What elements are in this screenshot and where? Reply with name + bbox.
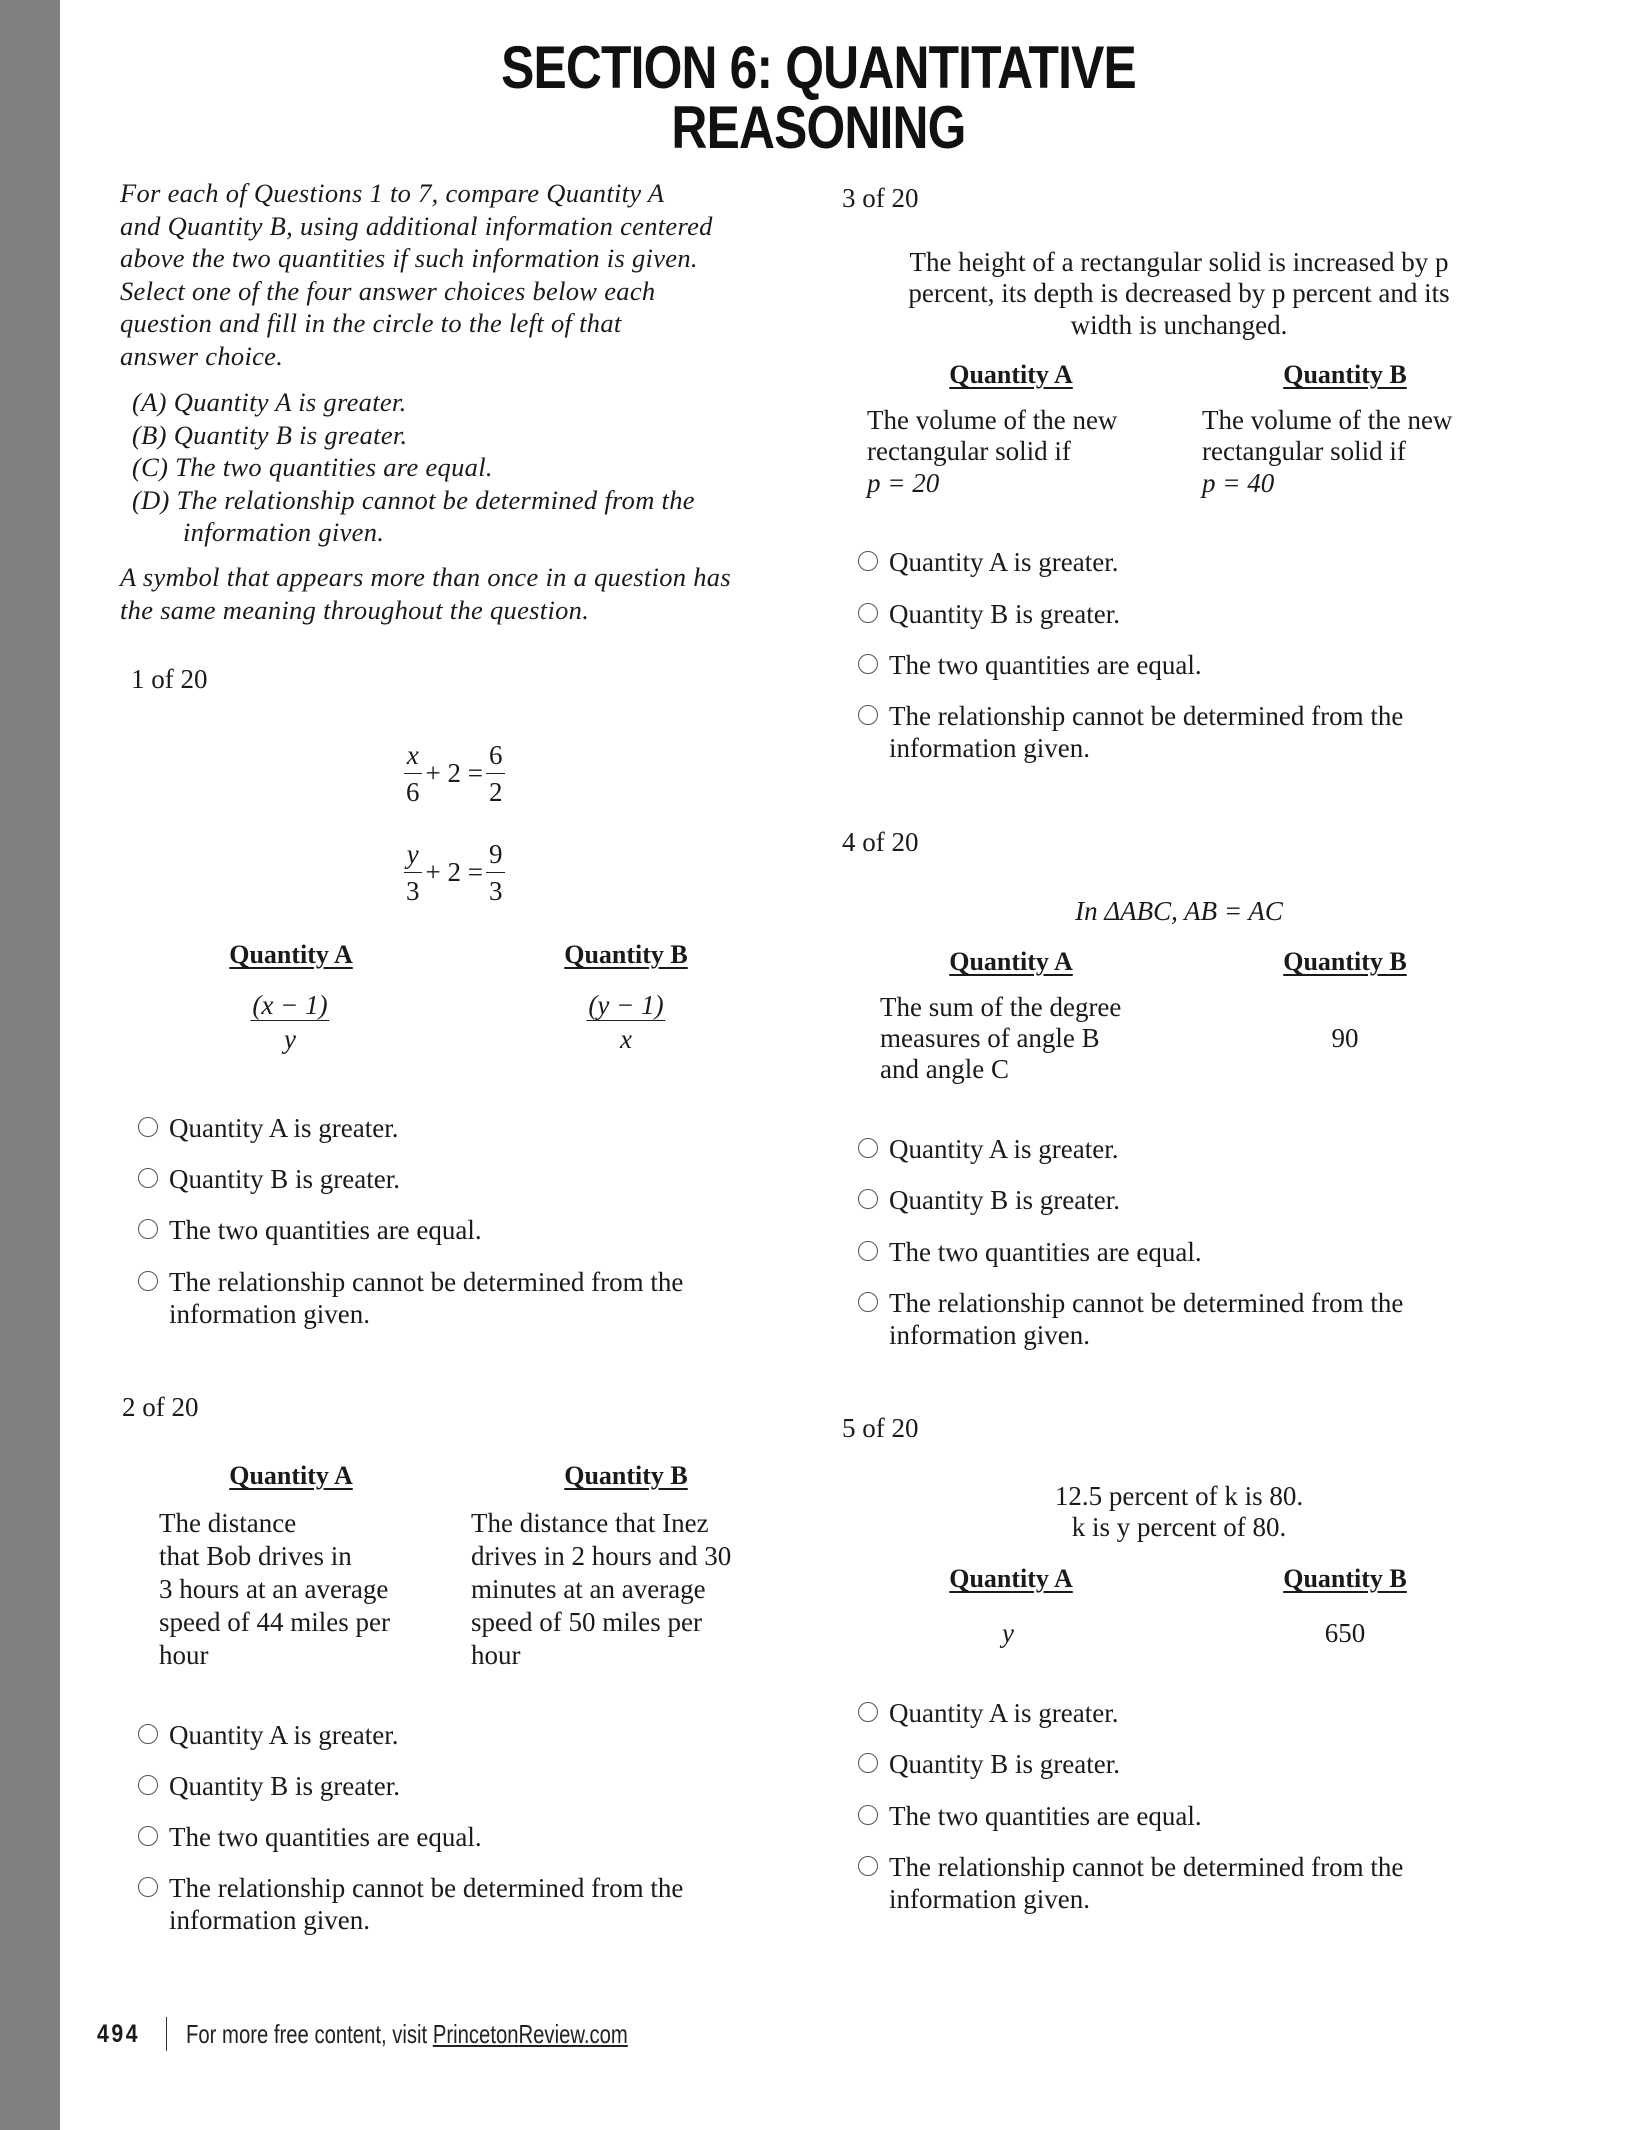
page-edge-bar	[0, 0, 60, 2130]
question-4-choice-c[interactable]: The two quantities are equal.	[858, 1236, 1202, 1268]
question-2-quantity-b-line: minutes at an average	[471, 1574, 706, 1604]
radio-circle-icon[interactable]	[138, 1271, 158, 1291]
question-4-quantity-a-line: and angle C	[880, 1054, 1009, 1084]
question-5-given-line: k is y percent of 80.	[1071, 1512, 1287, 1542]
choice-text: The relationship cannot be determined from the	[176, 484, 695, 515]
instruction-choice-d	[132, 484, 802, 517]
page-footer	[97, 2016, 753, 2052]
question-3-quantity-a-label: Quantity A	[949, 360, 1073, 389]
radio-circle-icon[interactable]	[138, 1877, 158, 1897]
question-5-choice-a[interactable]: Quantity A is greater.	[858, 1697, 1118, 1729]
question-3-choice-d[interactable]: The relationship cannot be determined from the information given.	[858, 700, 1403, 764]
instruction-choice-c	[132, 451, 802, 484]
question-2-quantity-a-line: hour	[159, 1640, 209, 1670]
radio-circle-icon[interactable]	[858, 1189, 878, 1209]
instructions-line: above the two quantities if such information is given.	[120, 243, 698, 273]
radio-circle-icon[interactable]	[858, 654, 878, 674]
instruction-choice-a	[132, 386, 802, 419]
instruction-choice-d-cont: information given.	[183, 517, 385, 547]
choice-letter: (D)	[132, 484, 170, 515]
radio-circle-icon[interactable]	[858, 1138, 878, 1158]
instructions-line: For each of Questions 1 to 7, compare Quantity A	[120, 178, 665, 208]
question-2-quantity-b-line: hour	[471, 1640, 521, 1670]
footer-text: For more free content, visit PrincetonReview.com	[186, 2018, 629, 2049]
question-3-quantity-b-label: Quantity B	[1283, 360, 1407, 389]
choice-text: Quantity A is greater.	[173, 387, 407, 417]
radio-circle-icon[interactable]	[858, 1856, 878, 1876]
question-3-quantity-b-line: rectangular solid if	[1202, 436, 1406, 466]
question-2-choice-b[interactable]: Quantity B is greater.	[138, 1770, 400, 1802]
question-3-given-line: width is unchanged.	[1070, 310, 1288, 340]
question-2-choice-d[interactable]: The relationship cannot be determined from the information given.	[138, 1872, 683, 1936]
choice-letter: (C)	[132, 452, 169, 482]
princeton-review-link[interactable]: PrincetonReview.com	[433, 2018, 629, 2049]
instructions-line: Select one of the four answer choices below each	[120, 275, 656, 306]
radio-circle-icon[interactable]	[858, 705, 878, 725]
question-4-quantity-a-label: Quantity A	[949, 947, 1073, 976]
question-3-number: 3 of 20	[842, 183, 919, 213]
question-4-choice-b[interactable]: Quantity B is greater.	[858, 1184, 1120, 1216]
instructions-line: question and fill in the circle to the left of that	[120, 308, 622, 338]
instructions-line: answer choice.	[120, 340, 284, 371]
radio-circle-icon[interactable]	[138, 1826, 158, 1846]
radio-circle-icon[interactable]	[138, 1117, 158, 1137]
question-1-choice-c[interactable]: The two quantities are equal.	[138, 1214, 482, 1246]
question-1-number: 1 of 20	[131, 664, 208, 694]
question-3-quantity-a-line: p = 20	[867, 468, 940, 498]
question-5-number: 5 of 20	[842, 1413, 919, 1443]
question-4-number: 4 of 20	[842, 827, 919, 857]
choice-letter: (B)	[132, 419, 167, 450]
question-4-quantity-b-label: Quantity B	[1283, 947, 1407, 976]
question-4-quantity-a-line: measures of angle B	[880, 1023, 1100, 1053]
instruction-choice-b	[132, 419, 802, 452]
question-2-quantity-a-label: Quantity A	[229, 1461, 353, 1490]
question-1-choice-d[interactable]: The relationship cannot be determined from the information given.	[138, 1266, 683, 1330]
instructions-line: and Quantity B, using additional information centered	[120, 210, 713, 241]
question-4-quantity-a-line: The sum of the degree	[880, 992, 1122, 1022]
question-5-choice-d[interactable]: The relationship cannot be determined from the information given.	[858, 1851, 1403, 1915]
question-3-choice-a[interactable]: Quantity A is greater.	[858, 546, 1118, 578]
question-1-equation-2: y 3 + 2 = $\frac{9}{3}$	[403, 842, 505, 903]
radio-circle-icon[interactable]	[858, 603, 878, 623]
radio-circle-icon[interactable]	[138, 1775, 158, 1795]
question-5-choice-c[interactable]: The two quantities are equal.	[858, 1800, 1202, 1832]
question-5-quantity-b: 650	[1324, 1618, 1366, 1648]
radio-circle-icon[interactable]	[138, 1219, 158, 1239]
question-3-quantity-a-line: rectangular solid if	[867, 436, 1071, 466]
question-1-quantity-b-label: Quantity B	[564, 940, 688, 969]
question-1-choice-a[interactable]: Quantity A is greater.	[138, 1112, 398, 1144]
question-3-quantity-b-line: The volume of the new	[1202, 405, 1453, 435]
footer-divider	[166, 2017, 168, 2051]
question-3-given-line: The height of a rectangular solid is increased by p	[909, 247, 1449, 277]
symbol-note-line: the same meaning throughout the question.	[120, 594, 590, 625]
question-2-quantity-a-line: The distance	[159, 1508, 297, 1538]
page-number: 494	[97, 2019, 141, 2048]
radio-circle-icon[interactable]	[138, 1724, 158, 1744]
question-2-quantity-b-line: drives in 2 hours and 30	[471, 1541, 732, 1571]
radio-circle-icon[interactable]	[138, 1168, 158, 1188]
question-4-choice-d[interactable]: The relationship cannot be determined from the information given.	[858, 1287, 1403, 1351]
question-2-quantity-b-line: The distance that Inez	[471, 1508, 709, 1538]
question-3-given-line: percent, its depth is decreased by p percent and its	[908, 278, 1450, 308]
question-1-quantity-b: $\frac{(y - 1)}{x}$	[588, 990, 664, 1054]
radio-circle-icon[interactable]	[858, 1702, 878, 1722]
question-1-quantity-a-label: Quantity A	[229, 940, 353, 969]
symbol-note	[120, 561, 790, 626]
question-5-quantity-b-label: Quantity B	[1283, 1564, 1407, 1593]
radio-circle-icon[interactable]	[858, 1753, 878, 1773]
symbol-note-line: A symbol that appears more than once in a question has	[120, 562, 731, 592]
choice-text: The two quantities are equal.	[175, 452, 493, 482]
question-5-given-line: 12.5 percent of k is 80.	[1054, 1481, 1304, 1511]
question-3-quantity-b-line: p = 40	[1202, 468, 1275, 498]
section-title: SECTION 6: QUANTITATIVE REASONING	[501, 34, 1136, 161]
question-2-quantity-a-line: that Bob drives in	[159, 1541, 352, 1571]
question-2-quantity-a-line: 3 hours at an average	[159, 1574, 389, 1604]
question-5-choice-b[interactable]: Quantity B is greater.	[858, 1748, 1120, 1780]
question-1-choice-b[interactable]: Quantity B is greater.	[138, 1163, 400, 1195]
question-4-given: In ΔABC, AB = AC	[1075, 896, 1283, 926]
question-3-quantity-a-line: The volume of the new	[867, 405, 1118, 435]
instructions	[120, 177, 790, 372]
radio-circle-icon[interactable]	[858, 551, 878, 571]
question-5-quantity-a: y	[1002, 1618, 1014, 1648]
question-2-choice-c[interactable]: The two quantities are equal.	[138, 1821, 482, 1853]
question-2-quantity-b-line: speed of 50 miles per	[471, 1607, 702, 1637]
radio-circle-icon[interactable]	[858, 1805, 878, 1825]
question-3-choice-c[interactable]: The two quantities are equal.	[858, 649, 1202, 681]
question-2-quantity-b-label: Quantity B	[564, 1461, 688, 1490]
question-4-choice-a[interactable]: Quantity A is greater.	[858, 1133, 1118, 1165]
question-2-quantity-a-line: speed of 44 miles per	[159, 1607, 390, 1637]
question-5-quantity-a-label: Quantity A	[949, 1564, 1073, 1593]
question-2-number: 2 of 20	[122, 1392, 199, 1422]
radio-circle-icon[interactable]	[858, 1292, 878, 1312]
choice-text: Quantity B is greater.	[173, 419, 408, 450]
question-1-equation-1: x 6 + 2 = $\frac{6}{2}$	[403, 743, 505, 804]
choice-letter: (A)	[132, 387, 167, 417]
question-2-choice-a[interactable]: Quantity A is greater.	[138, 1719, 398, 1751]
radio-circle-icon[interactable]	[858, 1241, 878, 1261]
question-4-quantity-b: 90	[1331, 1023, 1359, 1053]
question-3-choice-b[interactable]: Quantity B is greater.	[858, 598, 1120, 630]
question-1-quantity-a: $\frac{(x - 1)}{y}$	[252, 990, 328, 1054]
instructions-choice-list	[132, 386, 802, 549]
